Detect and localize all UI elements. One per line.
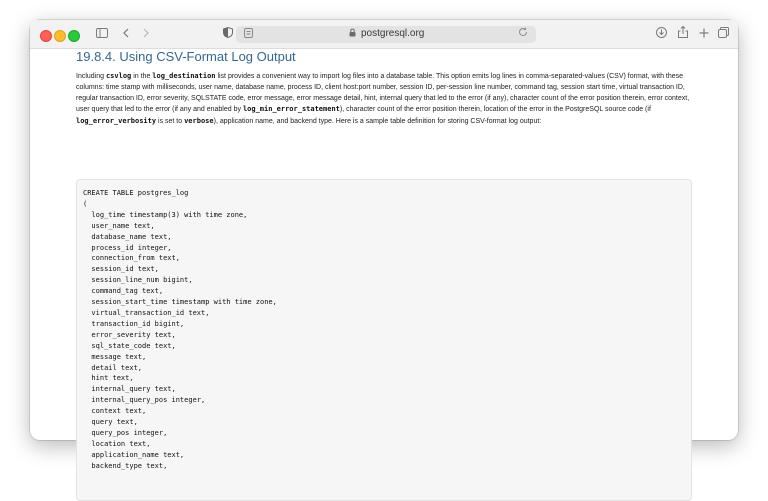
code-line: location text, xyxy=(83,439,151,448)
inline-code: verbose xyxy=(184,117,214,126)
inline-code: log_destination xyxy=(152,72,216,80)
share-icon[interactable] xyxy=(678,20,688,48)
paragraph-text: Including xyxy=(76,73,106,80)
inline-code: csvlog xyxy=(105,72,132,80)
browser-window xyxy=(30,20,738,470)
code-line: query_pos integer, xyxy=(83,428,168,437)
back-icon[interactable] xyxy=(122,20,130,48)
shield-icon[interactable] xyxy=(223,20,233,48)
code-line: detail text, xyxy=(83,363,143,372)
tab-overview-icon[interactable] xyxy=(718,20,729,48)
page-icon xyxy=(244,28,253,41)
url-text: postgresql.org xyxy=(361,28,425,39)
browser-toolbar xyxy=(30,20,738,49)
code-line: process_id integer, xyxy=(83,243,172,252)
download-icon[interactable] xyxy=(656,20,667,48)
code-line: virtual_transaction_id text, xyxy=(83,308,210,317)
code-line: internal_query_pos integer, xyxy=(83,396,206,405)
sidebar-icon[interactable] xyxy=(96,20,108,48)
paragraph-text: ), character count of the error position therein, location of the error in the PostgreSQL source code (if xyxy=(339,106,651,114)
code-line: backend_type text, xyxy=(83,461,168,470)
lock-icon xyxy=(349,28,356,39)
code-line: sql_state_code text, xyxy=(83,341,176,350)
paragraph-text: list provides a convenient way to import log files into a database table. This option emits log lines in comma-separated-values (CSV) format, with these columns: time stamp with milliseconds, user name, database name, process ID, client host:port number, session ID, per-session line number, command tag, session start time, virtual transaction ID, regular transaction ID, error severity, SQLSTATE code, error message, error message detail, hint, internal query that led to the error (if any), character count of the error position therein, error context, user query that led to the error (if any and enabled by xyxy=(76,73,690,114)
paragraph-text: in the xyxy=(131,73,153,80)
code-line: ( xyxy=(83,199,88,208)
inline-code: log_min_error_statement xyxy=(242,105,340,114)
code-line: session_id text, xyxy=(83,265,159,274)
inline-code: log_error_verbosity xyxy=(76,117,157,126)
zoom-window-button[interactable] xyxy=(68,30,80,42)
forward-icon[interactable] xyxy=(142,20,150,48)
paragraph-text: is set to xyxy=(156,118,185,126)
reload-icon[interactable] xyxy=(518,27,528,40)
code-line: message text, xyxy=(83,352,147,361)
code-line: hint text, xyxy=(83,374,134,383)
address-bar[interactable] xyxy=(236,26,536,43)
description-paragraph xyxy=(76,71,694,128)
code-line: user_name text, xyxy=(83,221,155,230)
code-line: CREATE TABLE postgres_log xyxy=(83,189,189,197)
new-tab-icon[interactable] xyxy=(699,20,709,48)
minimize-window-button[interactable] xyxy=(54,30,66,42)
code-line: application_name text, xyxy=(83,450,185,459)
page-content xyxy=(30,49,738,470)
paragraph-text: ), application name, and backend type. Here is a sample table definition for storing CSV-format log output: xyxy=(213,118,542,126)
sql-code xyxy=(77,180,691,472)
code-line: session_line_num bigint, xyxy=(83,276,193,285)
code-line: error_severity text, xyxy=(83,330,176,339)
code-block xyxy=(76,179,692,501)
code-line: query text, xyxy=(83,418,138,427)
code-line: database_name text, xyxy=(83,232,172,241)
code-line: connection_from text, xyxy=(83,254,180,263)
close-window-button[interactable] xyxy=(40,30,52,42)
section-heading: 19.8.4. Using CSV-Format Log Output xyxy=(76,49,296,64)
code-line: transaction_id bigint, xyxy=(83,319,185,328)
code-line: session_start_time timestamp with time zone, xyxy=(83,298,277,307)
code-line: internal_query text, xyxy=(83,385,176,394)
code-line: context text, xyxy=(83,407,147,416)
code-line: log_time timestamp(3) with time zone, xyxy=(83,210,248,219)
code-line: command_tag text, xyxy=(83,287,164,296)
